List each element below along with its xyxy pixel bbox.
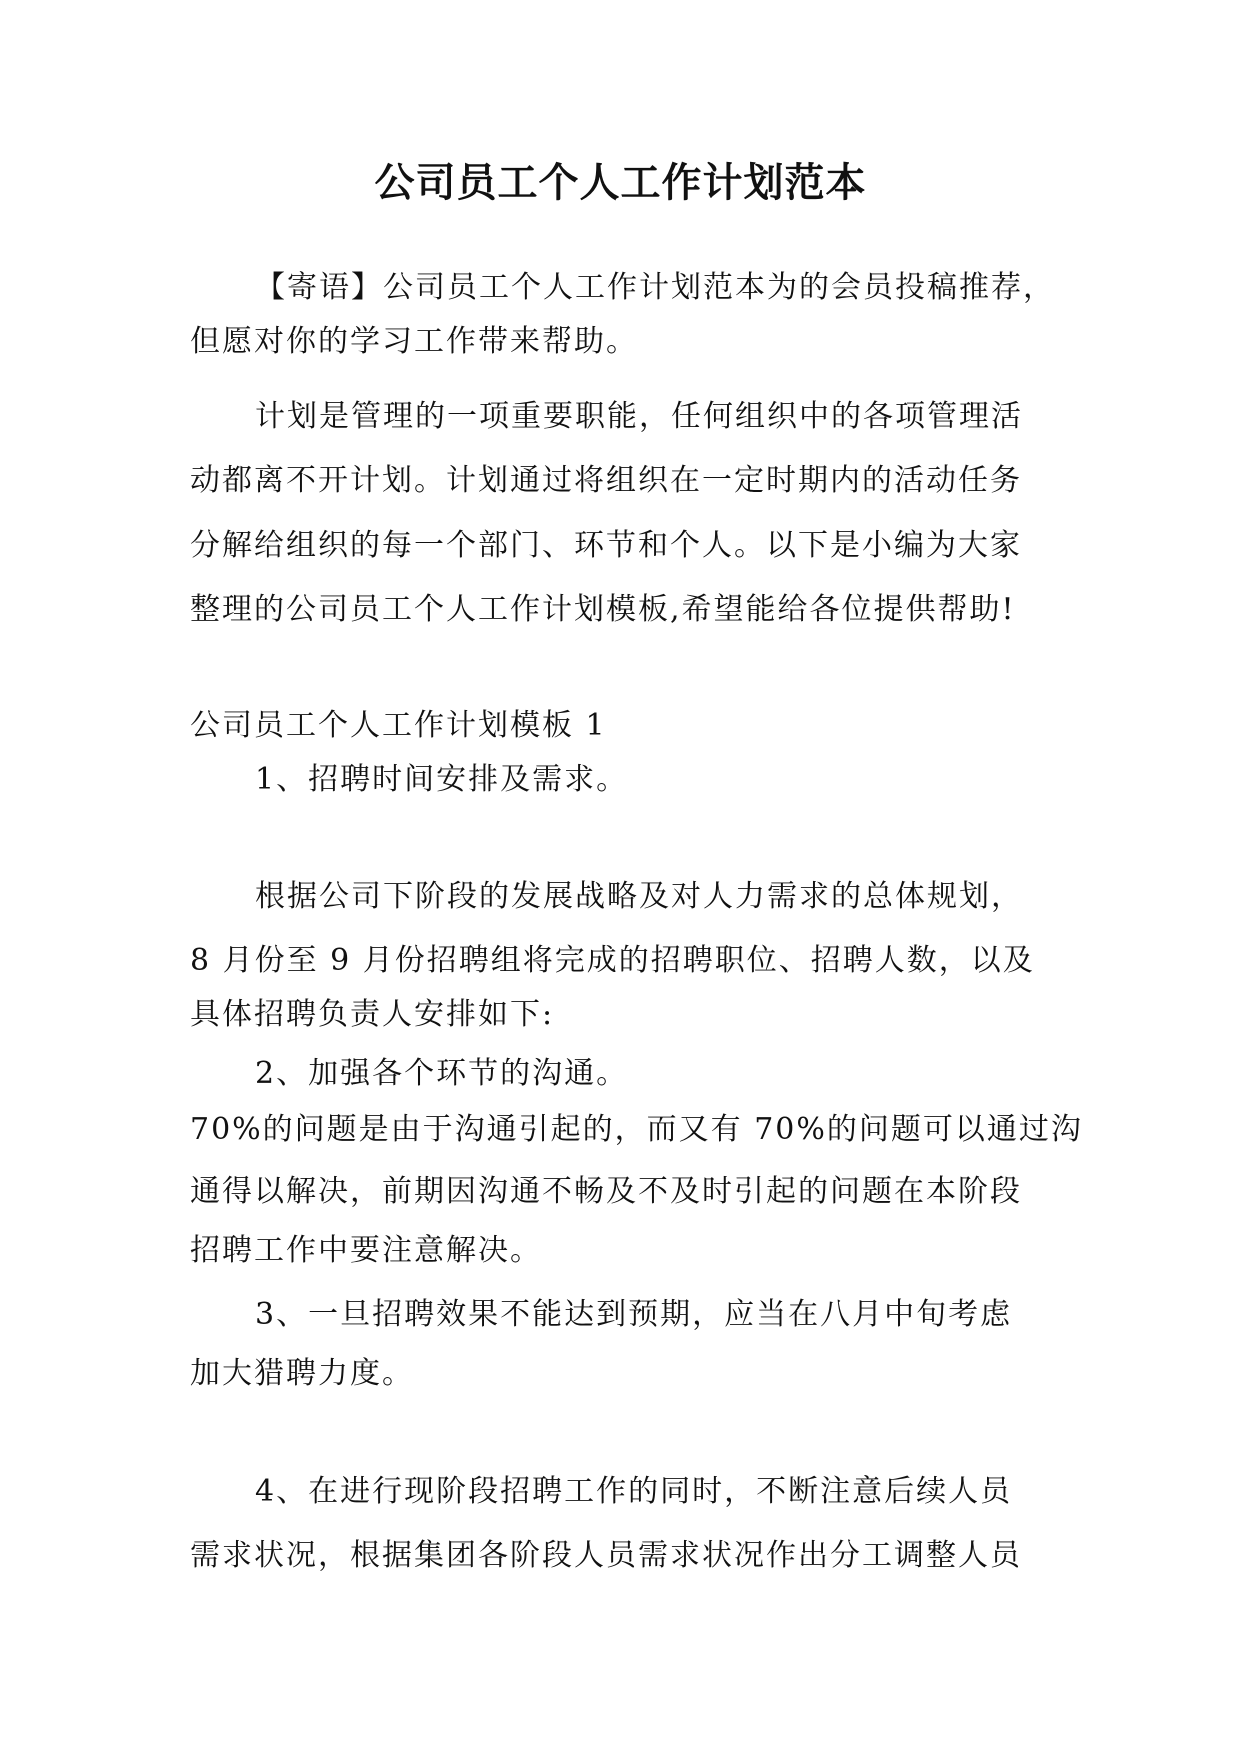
text-line: 8 月份至 9 月份招聘组将完成的招聘职位、招聘人数，以及 [190, 943, 1035, 978]
text-line: 分解给组织的每一个部门、环节和个人。以下是小编为大家 [190, 528, 1022, 563]
text-line: 具体招聘负责人安排如下: [190, 997, 555, 1032]
text-line: 招聘工作中要注意解决。 [190, 1233, 542, 1268]
text-line: 1、招聘时间安排及需求。 [255, 762, 629, 797]
text-line: 【寄语】公司员工个人工作计划范本为的会员投稿推荐， [255, 270, 1055, 305]
text-line: 3、一旦招聘效果不能达到预期，应当在八月中旬考虑 [255, 1297, 1013, 1332]
text-line: 加大猎聘力度。 [190, 1356, 414, 1391]
text-line: 整理的公司员工个人工作计划模板,希望能给各位提供帮助! [190, 592, 1016, 627]
text-line: 根据公司下阶段的发展战略及对人力需求的总体规划， [255, 879, 1023, 914]
section-heading: 公司员工个人工作计划模板 1 [190, 708, 607, 743]
text-line: 计划是管理的一项重要职能，任何组织中的各项管理活 [255, 399, 1023, 434]
text-line: 4、在进行现阶段招聘工作的同时，不断注意后续人员 [255, 1474, 1013, 1509]
text-line: 但愿对你的学习工作带来帮助。 [190, 324, 638, 359]
document-title: 公司员工个人工作计划范本 [374, 160, 867, 206]
text-line: 需求状况，根据集团各阶段人员需求状况作出分工调整人员 [190, 1538, 1022, 1573]
text-line: 70%的问题是由于沟通引起的，而又有 70%的问题可以通过沟 [190, 1112, 1083, 1147]
text-line: 2、加强各个环节的沟通。 [255, 1056, 629, 1091]
text-line: 动都离不开计划。计划通过将组织在一定时期内的活动任务 [190, 463, 1022, 498]
text-line: 通得以解决，前期因沟通不畅及不及时引起的问题在本阶段 [190, 1174, 1022, 1209]
